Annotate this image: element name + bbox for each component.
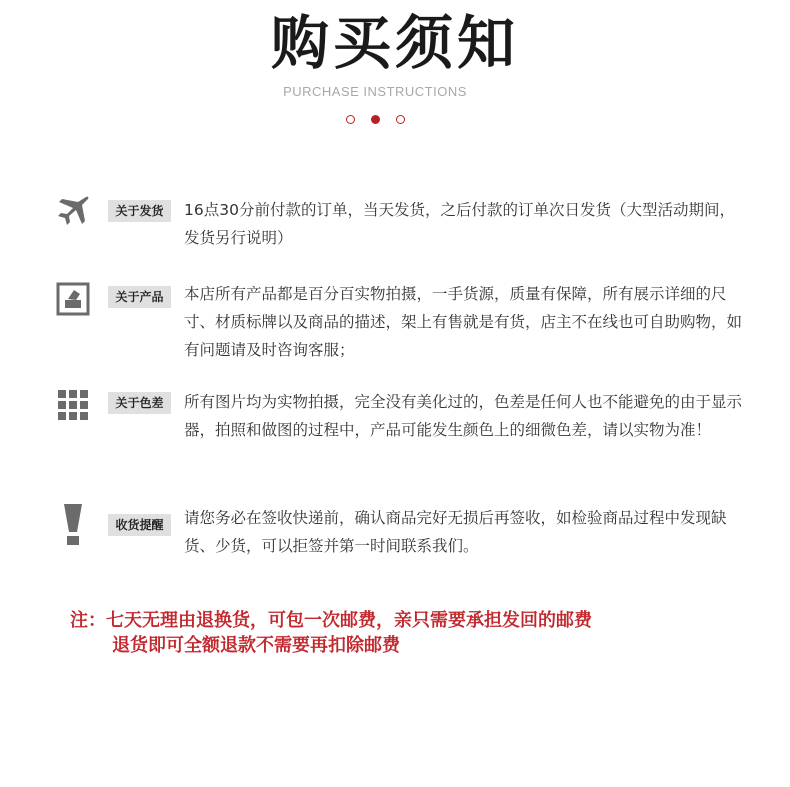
notice-line-1: 注：七天无理由退换货，可包一次邮费，亲只需要承担发回的邮费 [70,610,592,631]
section-text: 16点30分前付款的订单，当天发货，之后付款的订单次日发货（大型活动期间，发货另行说明） [184,201,735,247]
grid-icon [56,388,90,422]
dot-3 [396,115,405,124]
section-text: 本店所有产品都是百分百实物拍摄，一手货源，质量有保障，所有展示详细的尺寸、材质标牌以及商品的描述，架上有售就是有货，店主不在线也可自助购物，如有问题请及时咨询客服； [184,285,743,359]
dot-1 [346,115,355,124]
section-label: 关于发货 [108,200,171,222]
section-label: 收货提醒 [108,514,171,536]
dot-2 [371,115,380,124]
exclamation-icon [56,502,90,546]
section-text: 所有图片均为实物拍摄，完全没有美化过的，色差是任何人也不能避免的由于显示器，拍照和做图的过程中，产品可能发生颜色上的细微色差，请以实物为准！ [184,393,743,439]
return-notice [70,608,592,658]
section-label: 关于色差 [108,392,171,414]
photo-frame-icon [56,282,90,316]
airplane-icon [56,194,90,228]
section-label: 关于产品 [108,286,171,308]
pagination-dots [346,115,405,127]
page-title: 购买须知 [270,9,519,77]
page-subtitle: PURCHASE INSTRUCTIONS [283,84,467,99]
notice-line-2: 退货即可全额退款不需要再扣除邮费 [112,635,400,656]
section-text: 请您务必在签收快递前，确认商品完好无损后再签收，如检验商品过程中发现缺货、少货，可以拒签并第一时间联系我们。 [184,509,727,555]
